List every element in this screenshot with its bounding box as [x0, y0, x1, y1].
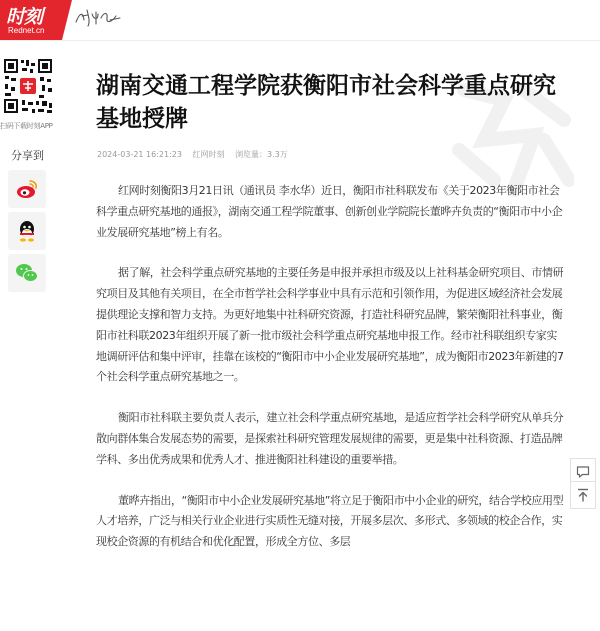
- article-body: [96, 181, 564, 573]
- back-to-top-icon: [576, 488, 590, 502]
- paragraph: 董晔卉指出，“衡阳市中小企业发展研究基地”将立足于衡阳市中小企业的研究，结合学校应用型人才培养，广泛与相关行业企业进行实质性无缝对接，开展多层次、多形式、多领域的校企合作，实现校企资源的有机结合和优化配置，形成全方位、多层: [96, 493, 564, 549]
- weibo-icon: [15, 177, 39, 201]
- share-weibo-button[interactable]: [8, 170, 46, 208]
- comment-icon: [576, 465, 590, 479]
- qr-caption: 扫码下载时刻APP: [0, 122, 53, 130]
- wechat-icon: [15, 261, 39, 285]
- logo-domain: Rednet.cn: [8, 26, 45, 35]
- logo-notch: [62, 0, 72, 40]
- article-meta: [97, 149, 296, 160]
- article-title: 湖南交通工程学院获衡阳市社会科学重点研究基地授牌: [96, 73, 556, 132]
- top-bar: [0, 0, 600, 40]
- app-qr-code: [2, 57, 54, 115]
- view-count: 浏览量：3.3万: [235, 150, 288, 159]
- logo-text: 时刻: [6, 6, 43, 28]
- publish-date: 2024-03-21 16:21:23: [97, 150, 182, 159]
- share-wechat-button[interactable]: [8, 254, 46, 292]
- share-label: 分享到: [11, 149, 44, 162]
- paragraph: 红网时刻衡阳3月21日讯（通讯员 李水华）近日，衡阳市社科联发布《关于2023年衡阳市社会科学重点研究基地的通报》，湖南交通工程学院董事、创新创业学院院长董晔卉负责的“衡阳市中小企业发展研究基地”榜上有名。: [96, 184, 563, 239]
- site-logo[interactable]: [0, 0, 62, 40]
- paragraph: 衡阳市社科联主要负责人表示，建立社会科学重点研究基地，是适应哲学社会科学研究从单兵分散向群体集合发展态势的需要，是探索社科研究管理发展规律的需要，更是集中社科资源、打造品牌学科、多出优秀成果和优秀人才、推进衡阳社科建设的重要举措。: [96, 411, 564, 466]
- article-source[interactable]: 红网时刻: [192, 150, 225, 159]
- back-to-top-button[interactable]: [570, 481, 596, 509]
- qq-icon: [15, 219, 39, 243]
- handwritten-signature: [74, 6, 122, 30]
- paragraph: 据了解，社会科学重点研究基地的主要任务是申报并承担市级及以上社科基金研究项目、市情研究项目及其他有关项目，在全市哲学社会科学事业中具有示范和引领作用，为促进区域经济社会发展提供理论支撑和智力支持。为更好地集中社科研究资源，打造社科研究品牌，繁荣衡阳社科事业，衡阳市社科联2023年组织开展了新一批市级社会科学重点研究基地申报工作。经市社科联组织专家实地调研评估和集中评审，挂靠在该校的“衡阳市中小企业发展研究基地”，成为衡阳市2023年新建的7个社会科学重点研究基地之一。: [96, 266, 564, 384]
- share-qq-button[interactable]: [8, 212, 46, 250]
- header-divider: [0, 40, 600, 41]
